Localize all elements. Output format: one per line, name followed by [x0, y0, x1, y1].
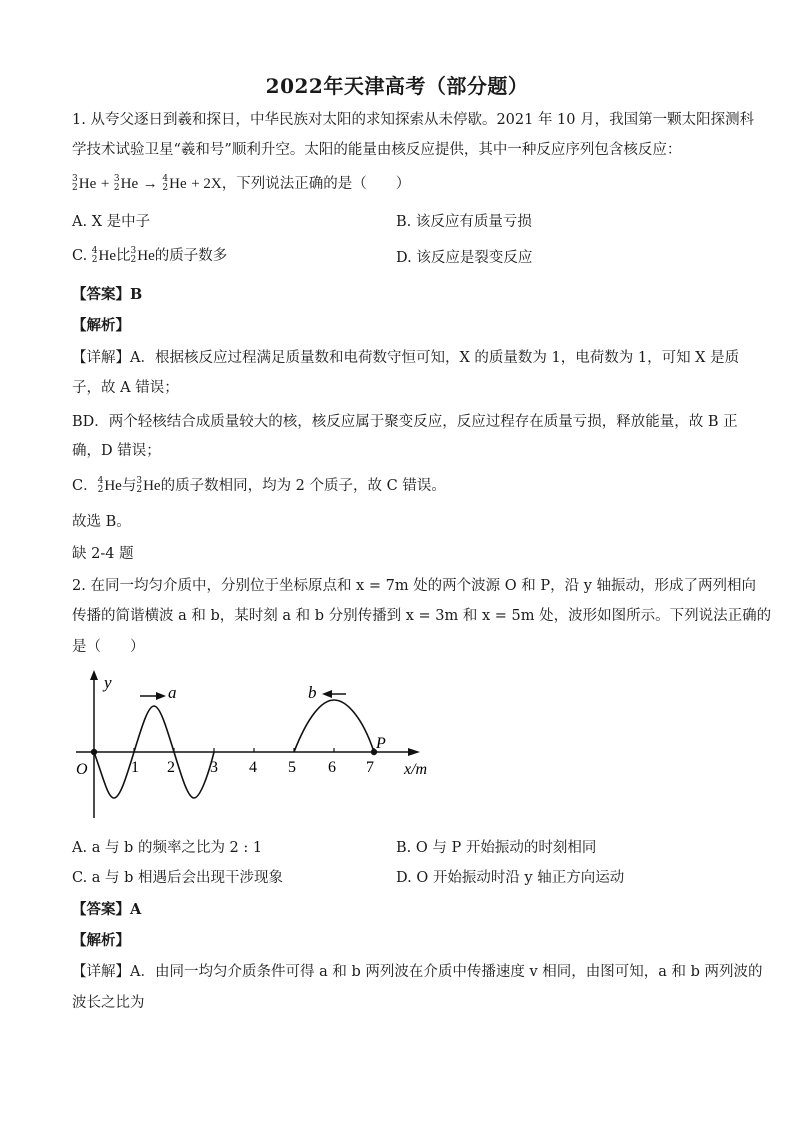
arrow-right-icon [156, 692, 166, 700]
q1-option-c: C. 4 2 He比 3 2 He的质子数多 [72, 246, 228, 265]
q1-stem-line1: 1. 从夸父逐日到羲和探日，中华民族对太阳的求知探索从未停歇。2021 年 10 月，我国第一颗太阳探测科 [72, 112, 755, 128]
x-axis-label: x/m [404, 761, 428, 778]
page-title: 2022年天津高考（部分题） [265, 74, 529, 98]
q1-conclusion: 故选 B。 [72, 514, 131, 530]
q2-analysis-label: 【解析】 [72, 932, 130, 949]
x-tick-label: 5 [288, 759, 296, 776]
q1-option-d: D. 该反应是裂变反应 [396, 250, 533, 266]
q1-detail-line3: BD．两个轻核结合成质量较大的核，核反应属于聚变反应，反应过程存在质量亏损，释放能量，故 B 正 [72, 414, 738, 430]
q1-detail-line5: C． 4 2 He与 3 2 He的质子数相同，均为 2 个质子，故 C 错误。 [72, 476, 446, 495]
y-axis-arrow-icon [90, 670, 98, 680]
q2-stem-line1: 2. 在同一均匀介质中，分别位于坐标原点和 x = 7m 处的两个波源 O 和 P，沿 y 轴振动，形成了两列相向 [72, 578, 757, 594]
x-tick-label: 6 [328, 759, 336, 776]
x-tick-label: 3 [210, 759, 218, 776]
q1-detail-line2: 子，故 A 错误； [72, 380, 179, 396]
q1-stem-line2: 学技术试验卫星“羲和号”顺利升空。太阳的能量由核反应提供，其中一种反应序列包含核反应： [72, 142, 682, 158]
q2-option-b: B. O 与 P 开始振动的时刻相同 [396, 840, 597, 856]
q1-option-b: B. 该反应有质量亏损 [396, 214, 532, 230]
missing-questions-note: 缺 2-4 题 [72, 546, 134, 562]
x-axis-arrow-icon [408, 748, 420, 756]
q1-option-a: A. X 是中子 [72, 214, 151, 230]
isotope-he3-2: 3 2 [113, 174, 120, 193]
arrow-left-icon [322, 690, 332, 698]
x-tick-label: 1 [131, 759, 139, 776]
wave-b-label: b [308, 683, 317, 702]
wave-figure [68, 668, 428, 824]
q2-option-d: D. O 开始振动时沿 y 轴正方向运动 [396, 870, 625, 886]
y-axis-label: y [104, 673, 112, 692]
q2-detail-line1: 【详解】A．由同一均匀介质条件可得 a 和 b 两列波在介质中传播速度 v 相同，由图可知，a 和 b 两列波的 [72, 964, 763, 980]
q2-detail-line2: 波长之比为 [72, 995, 145, 1011]
q1-equation: 3 2 He + 3 2 He → 4 2 He + 2X，下列说法正确的是（ ） [72, 174, 411, 193]
q2-option-a: A. a 与 b 的频率之比为 2 : 1 [72, 840, 263, 856]
q1-answer: 【答案】B [72, 286, 143, 303]
x-tick-label: 7 [366, 759, 374, 776]
arrow-icon: → [142, 176, 158, 192]
q2-answer: 【答案】A [72, 901, 142, 918]
wave-b [294, 700, 374, 752]
wave-a-label: a [168, 683, 177, 702]
q1-detail-line4: 确，D 错误； [72, 443, 161, 459]
q1-detail-line1: 【详解】A．根据核反应过程满足质量数和电荷数守恒可知，X 的质量数为 1，电荷数为 1，可知 X 是质 [72, 350, 740, 366]
x-tick-label: 2 [167, 759, 175, 776]
source-p-label: P [376, 735, 386, 752]
isotope-he3-1: 3 2 [72, 174, 78, 193]
q2-stem-line3: 是（ ） [72, 639, 145, 655]
q2-option-c: C. a 与 b 相遇后会出现干涉现象 [72, 870, 284, 886]
q1-analysis-label: 【解析】 [72, 317, 130, 334]
q2-stem-line2: 传播的简谐横波 a 和 b，某时刻 a 和 b 分别传播到 x = 3m 和 x = 5m 处，波形如图所示。下列说法正确的 [72, 608, 772, 624]
x-tick-label: 4 [249, 759, 257, 776]
origin-label: O [76, 761, 88, 778]
isotope-he4: 4 2 [162, 174, 169, 193]
